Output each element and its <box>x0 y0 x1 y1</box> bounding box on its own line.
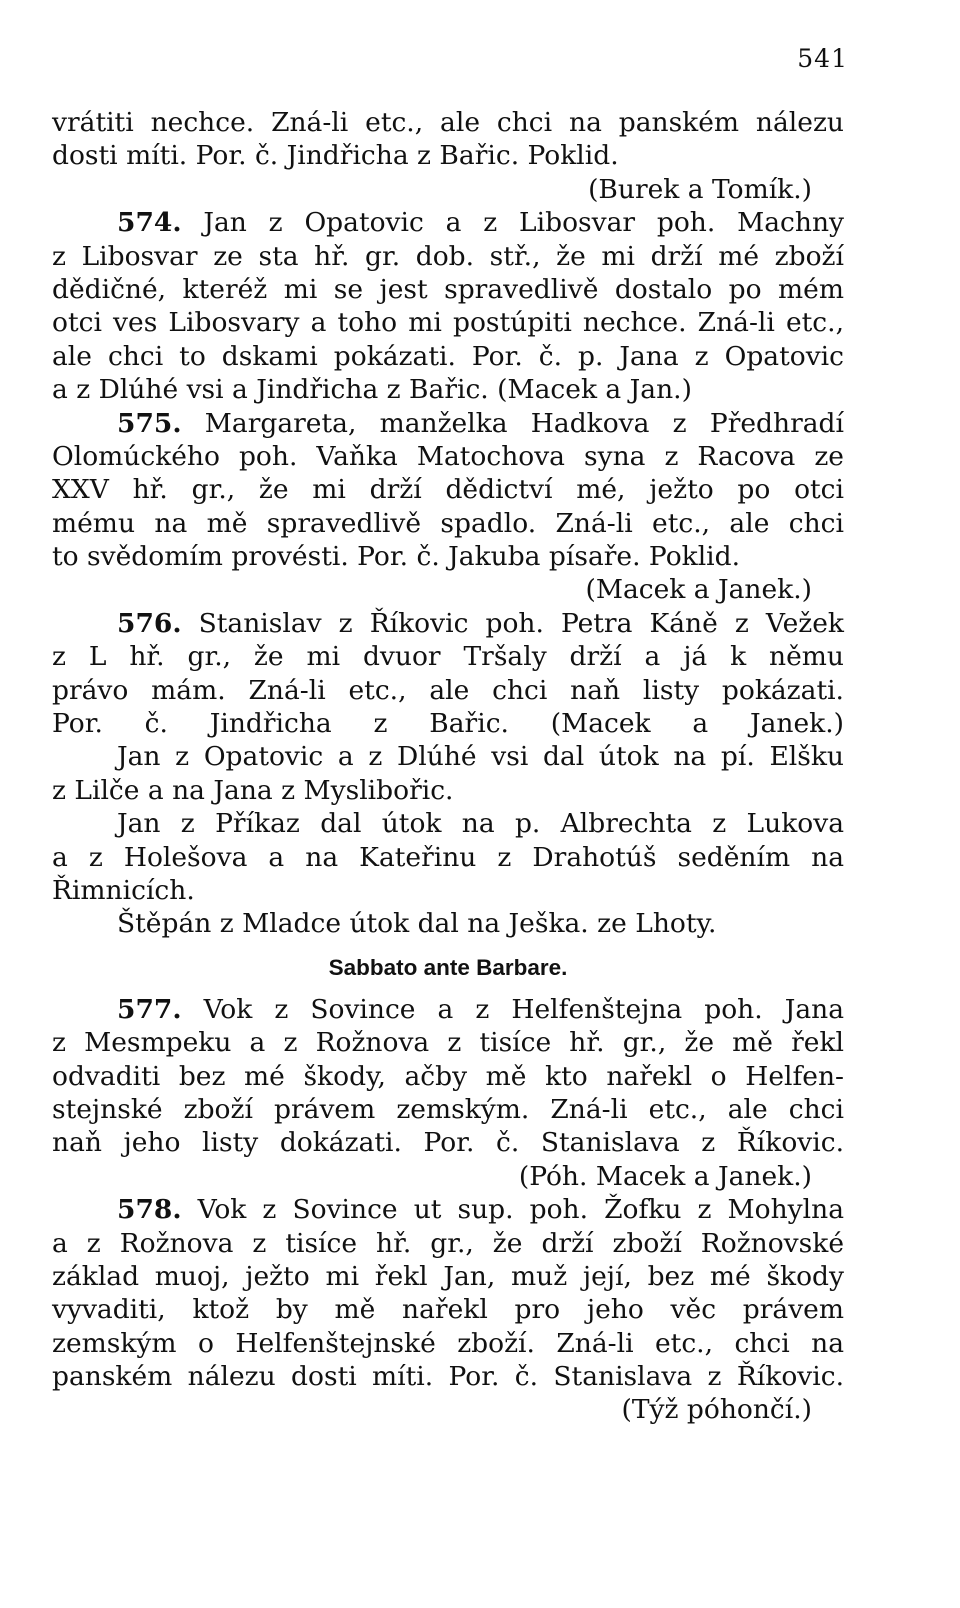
text-line: (Týž póhončí.) <box>621 1394 812 1426</box>
text-line: (Póh. Macek a Janek.) <box>518 1160 812 1192</box>
entry-number: 576. <box>117 607 182 639</box>
text-line: zemským o Helfenštejnské zboží. Zná-li etc., chci na <box>52 1327 844 1359</box>
text-line: z L hř. gr., že mi dvuor Tršaly drží a já k němu <box>52 641 844 673</box>
text-line: odvaditi bez mé škody, ačby mě kto nařekl o Helfen- <box>52 1060 844 1092</box>
text-line: Por. č. Jindřicha z Bařic. (Macek a Janek.) <box>52 708 844 740</box>
text-line: z Libosvar ze sta hř. gr. dob. stř., že mi drží mé zboží <box>52 240 844 272</box>
text-line: Jan z Opatovic a z Dlúhé vsi dal útok na pí. Elšku <box>117 741 844 773</box>
body-text <box>52 106 844 1427</box>
entry-number: 574. <box>117 207 182 239</box>
text-line: panském nálezu dosti míti. Por. č. Stanislava z Říkovic. <box>52 1361 844 1393</box>
text-line: Štěpán z Mladce útok dal na Ješka. ze Lhoty. <box>117 908 717 940</box>
entry-577: 577. Vok z Sovince a z Helfenštejna poh. Jana <box>117 993 844 1025</box>
text-line: z Mesmpeku a z Rožnova z tisíce hř. gr., že mě řekl <box>52 1027 844 1059</box>
entry-number: 575. <box>117 407 182 439</box>
text-line: a z Rožnova z tisíce hř. gr., že drží zboží Rožnovské <box>52 1227 844 1259</box>
text-line: (Burek a Tomík.) <box>588 173 812 205</box>
text-line: (Macek a Janek.) <box>585 574 812 606</box>
text-line: základ muoj, ježto mi řekl Jan, muž její, bez mé škody <box>52 1260 844 1292</box>
entry-574: 574. Jan z Opatovic a z Libosvar poh. Machny <box>117 207 844 239</box>
text-line: ale chci to dskami pokázati. Por. č. p. Jana z Opatovic <box>52 340 844 372</box>
text-line: to svědomím provésti. Por. č. Jakuba písaře. Poklid. <box>52 541 741 573</box>
text-line: otci ves Libosvary a toho mi postúpiti nechce. Zná-li etc., <box>52 307 844 339</box>
text-line: stejnské zboží právem zemským. Zná-li etc., ale chci <box>52 1093 844 1125</box>
text-line: právo mám. Zná-li etc., ale chci naň listy pokázati. <box>52 674 844 706</box>
text-line: Olomúckého poh. Vaňka Matochova syna z Racova ze <box>52 440 844 472</box>
entry-578: 578. Vok z Sovince ut sup. poh. Žofku z Mohylna <box>117 1194 844 1226</box>
text-line: Řimnicích. <box>52 874 195 906</box>
text-line: a z Dlúhé vsi a Jindřicha z Bařic. (Macek a Jan.) <box>52 374 692 406</box>
text-line: vrátiti nechce. Zná-li etc., ale chci na panském nálezu <box>52 107 844 138</box>
text-line: dosti míti. Por. č. Jindřicha z Bařic. Poklid. <box>52 140 619 172</box>
page-number: 541 <box>797 44 848 73</box>
text-line: vyvaditi, ktož by mě nařekl pro jeho věc právem <box>52 1294 844 1326</box>
text-line: z Lilče a na Jana z Myslibořic. <box>52 774 454 806</box>
text-line: dědičné, kteréž mi se jest spravedlivě dostalo po mém <box>52 273 844 305</box>
entry-number: 577. <box>117 993 182 1025</box>
text-line: Jan z Příkaz dal útok na p. Albrechta z Lukova <box>117 808 844 840</box>
entry-576: 576. Stanislav z Říkovic poh. Petra Káně z Vežek <box>117 607 844 639</box>
text-line: naň jeho listy dokázati. Por. č. Stanislava z Říkovic. <box>52 1127 844 1159</box>
text-line: a z Holešova a na Kateřinu z Drahotúš seděním na <box>52 841 844 873</box>
entry-number: 578. <box>117 1194 182 1226</box>
text-line: mému na mě spravedlivě spadlo. Zná-li etc., ale chci <box>52 507 844 539</box>
entry-575: 575. Margareta, manželka Hadkova z Předhradí <box>117 407 844 439</box>
text-line: XXV hř. gr., že mi drží dědictví mé, ježto po otci <box>52 474 844 506</box>
section-heading: Sabbato ante Barbare. <box>328 954 568 980</box>
